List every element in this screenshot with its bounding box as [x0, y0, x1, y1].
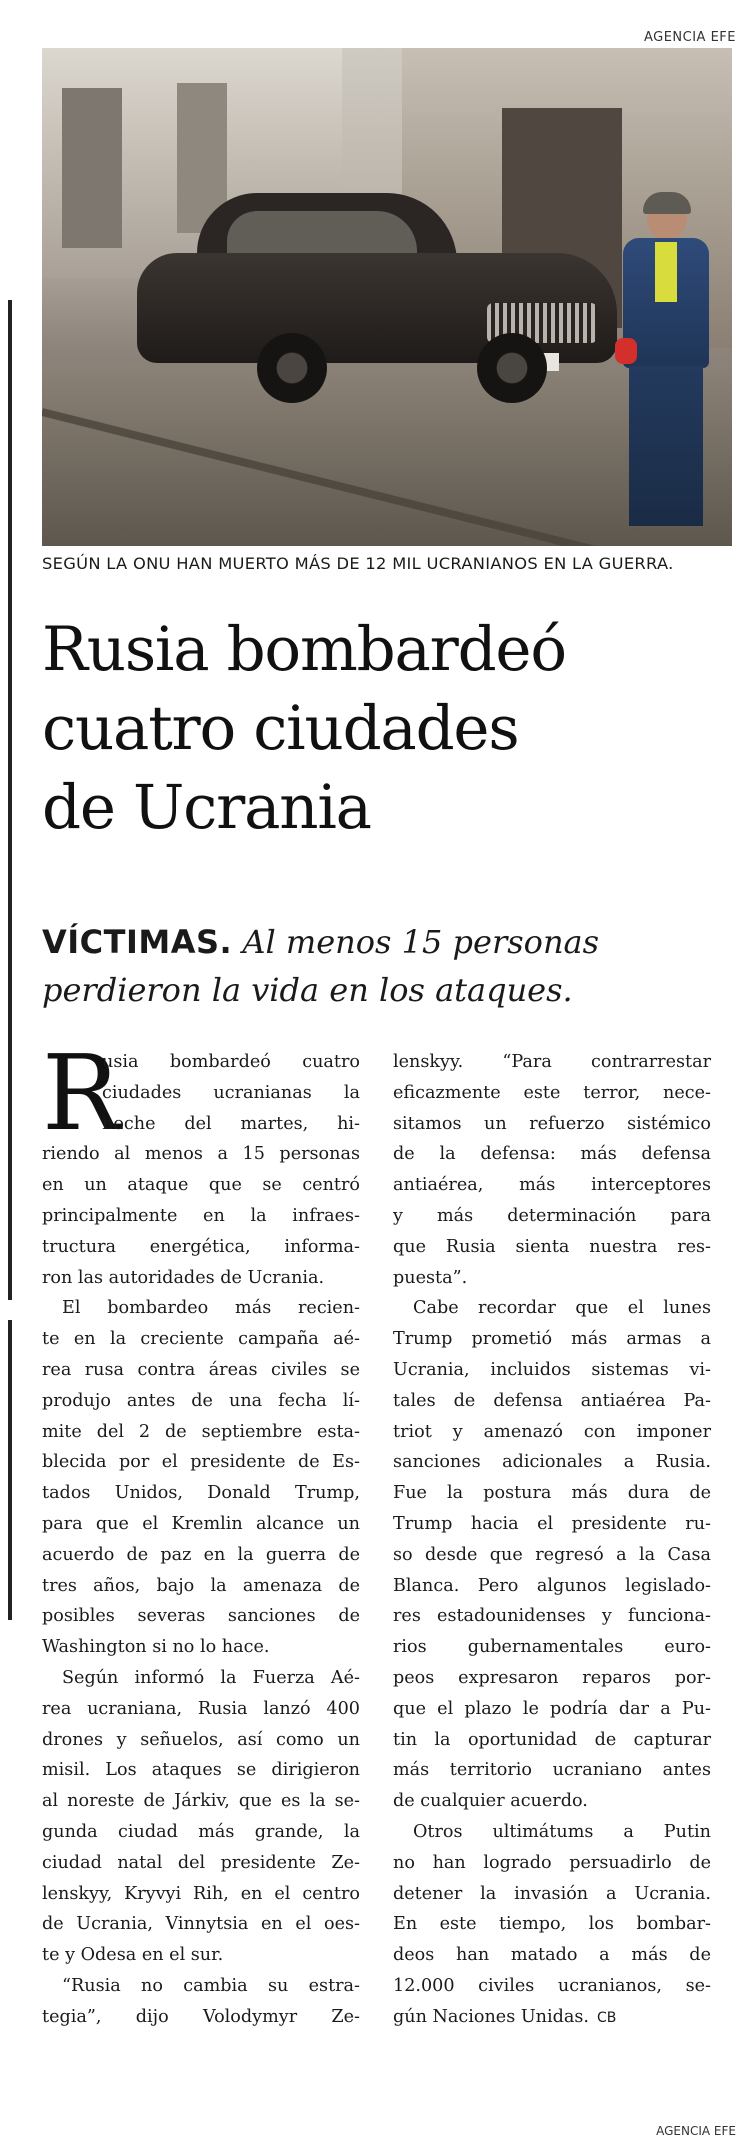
article-line: más territorio ucraniano antes [393, 1760, 711, 1781]
article-line: Trump prometió más armas a [393, 1329, 711, 1350]
article-line: Cabe recordar que el lunes [413, 1298, 711, 1319]
article-line: Ucrania, incluidos sistemas vi- [393, 1359, 711, 1380]
article-line: te en la creciente campaña aé- [42, 1329, 360, 1350]
article-line: ciudades ucranianas la [102, 1082, 360, 1103]
article-line: acuerdo de paz en la guerra de [42, 1544, 360, 1565]
article-line: noche del martes, hi- [102, 1113, 360, 1134]
article-line: produjo antes de una fecha lí- [42, 1390, 360, 1411]
article-line: so desde que regresó a la Casa [393, 1544, 711, 1565]
article-line: para que el Kremlin alcance un [42, 1513, 360, 1534]
article-column-2 [393, 1047, 711, 2033]
photo-caption: SEGÚN LA ONU HAN MUERTO MÁS DE 12 MIL UCRANIANOS EN LA GUERRA. [42, 554, 674, 573]
article-line: sitamos un refuerzo sistémico [393, 1113, 711, 1134]
article-line: tructura energética, informa- [42, 1236, 360, 1257]
article-line: riendo al menos a 15 personas [42, 1144, 360, 1165]
article-line: blecida por el presidente de Es- [42, 1452, 360, 1473]
article-line: Según informó la Fuerza Aé- [62, 1667, 360, 1688]
article-line: En este tiempo, los bombar- [393, 1914, 711, 1935]
page-edge-rule [0, 0, 14, 2132]
article-line: rea rusa contra áreas civiles se [42, 1359, 360, 1380]
article-line: El bombardeo más recien- [62, 1298, 360, 1319]
article-line: de cualquier acuerdo. [393, 1791, 588, 1812]
article-line: no han logrado persuadirlo de [393, 1852, 711, 1873]
article-line: lenskyy. “Para contrarrestar [393, 1052, 711, 1072]
article-line: eficazmente este terror, nece- [393, 1082, 711, 1103]
headline-line: Rusia bombardeó [42, 614, 566, 685]
headline-line: cuatro ciudades [42, 693, 519, 764]
article-line: detener la invasión a Ucrania. [393, 1883, 711, 1904]
drop-cap: R [42, 1032, 121, 1154]
article-line: drones y señuelos, así como un [42, 1729, 360, 1750]
article-line: tres años, bajo la amenaza de [42, 1575, 360, 1596]
article-line: Trump hacia el presidente ru- [393, 1513, 711, 1534]
burned-car [137, 193, 617, 393]
article-line: lenskyy, Kryvyi Rih, en el centro [42, 1883, 360, 1904]
article-line: te y Odesa en el sur. [42, 1945, 224, 1966]
headline-line: de Ucrania [42, 772, 371, 843]
article-line: tegia”, dijo Volodymyr Ze- [42, 2006, 360, 2027]
article-line: “Rusia no cambia su estra- [62, 1975, 360, 1996]
subhead-deck: perdieron la vida en los ataques. [42, 971, 573, 1009]
photo-credit: AGENCIA EFE [643, 30, 736, 45]
article-line: que Rusia sienta nuestra res- [393, 1236, 711, 1257]
article-line: Blanca. Pero algunos legislado- [393, 1575, 711, 1596]
article-line: misil. Los ataques se dirigieron [42, 1760, 360, 1781]
article-line: peos expresaron reparos por- [393, 1667, 711, 1688]
article-line: sanciones adicionales a Rusia. [393, 1452, 711, 1473]
bottom-credit: AGENCIA EFE [656, 2124, 736, 2138]
rescue-worker [607, 198, 717, 538]
article-line: usia bombardeó cuatro [102, 1052, 360, 1072]
article-line: ron las autoridades de Ucrania. [42, 1267, 325, 1288]
article-column-1 [42, 1032, 360, 2033]
article-line: tales de defensa antiaérea Pa- [393, 1390, 711, 1411]
article-line: mite del 2 de septiembre esta- [42, 1421, 360, 1442]
article-line: gún Naciones Unidas. [393, 2006, 589, 2027]
article-line: que el plazo le podría dar a Pu- [393, 1698, 711, 1719]
article-line: deos han matado a más de [393, 1945, 711, 1966]
article-line: posibles severas sanciones de [42, 1606, 360, 1627]
subhead-deck: Al menos 15 personas [242, 923, 600, 961]
article-line: ciudad natal del presidente Ze- [42, 1852, 360, 1873]
article-line: y más determinación para [393, 1205, 711, 1226]
article-line: Fue la postura más dura de [393, 1483, 711, 1504]
article-line: al noreste de Járkiv, que es la se- [42, 1791, 360, 1812]
article-line: puesta”. [393, 1267, 468, 1288]
subhead-kicker: VÍCTIMAS. [42, 923, 233, 961]
news-photo [42, 48, 732, 546]
article-line: Otros ultimátums a Putin [413, 1821, 711, 1842]
article-line: principalmente en la infraes- [42, 1205, 360, 1226]
article-line: de la defensa: más defensa [393, 1144, 711, 1165]
article-line: antiaérea, más interceptores [393, 1175, 711, 1196]
article-line: tin la oportunidad de capturar [393, 1729, 711, 1750]
article-line: triot y amenazó con imponer [393, 1421, 711, 1442]
article-line: Washington si no lo hace. [42, 1637, 270, 1658]
article-line: res estadounidenses y funciona- [393, 1606, 711, 1627]
article-line: de Ucrania, Vinnytsia en el oes- [42, 1914, 360, 1935]
subheadline [42, 918, 732, 1014]
article-line: rea ucraniana, Rusia lanzó 400 [42, 1698, 360, 1719]
headline [42, 610, 732, 847]
article-line: rios gubernamentales euro- [393, 1637, 711, 1658]
article-line: gunda ciudad más grande, la [42, 1821, 360, 1842]
article-line: tados Unidos, Donald Trump, [42, 1483, 360, 1504]
article-line: 12.000 civiles ucranianos, se- [393, 1975, 711, 1996]
article-line: en un ataque que se centró [42, 1175, 360, 1196]
end-mark: CB [597, 2009, 617, 2026]
